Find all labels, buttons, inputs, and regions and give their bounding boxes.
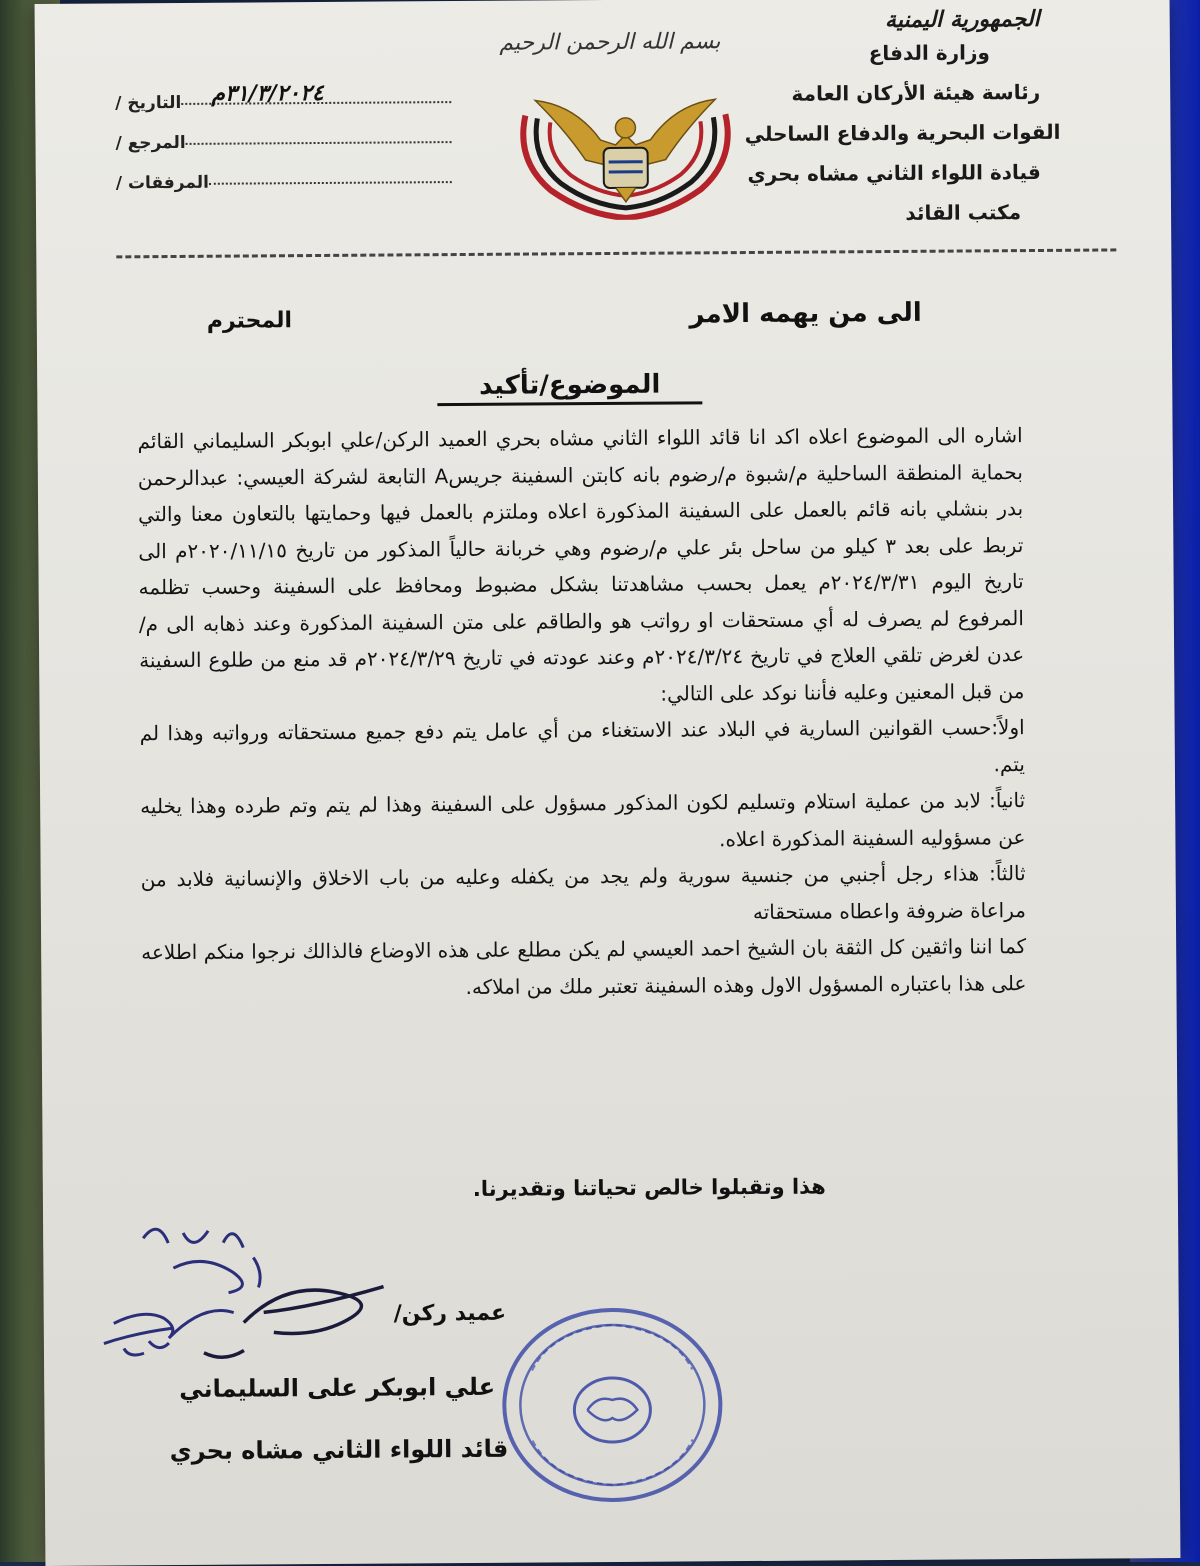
subject-line: الموضوع/تأكيد: [437, 369, 702, 406]
date-dots: [181, 79, 451, 107]
official-stamp-icon: [492, 1299, 733, 1511]
signature-scribble-icon: [83, 1211, 444, 1384]
reference-dots: [186, 140, 452, 145]
signatory-name: علي ابوبكر على السليماني: [179, 1372, 496, 1404]
letter-paper: [35, 0, 1181, 1566]
reference-row: [115, 111, 455, 153]
signatory-rank: عميد ركن/: [393, 1300, 507, 1327]
addressee-honorific: المحترم: [206, 308, 293, 334]
basmala: بسم الله الرحمن الرحيم: [499, 29, 721, 56]
addressee: الى من يهمه الامر: [689, 297, 922, 330]
body-point-first: اولاً:حسب القوانين السارية في البلاد عند الاستغناء من أي عامل يتم دفع جميع مستحقاته ورواتبه وهذا لم يتم.: [139, 715, 1025, 776]
body-paragraph-final: كما اننا واثقين كل الثقة بان الشيخ احمد العيسي لم يكن مطلع على هذه الاوضاع فالذالك نرجوا منكم اطلاعه على هذا باعتباره المسؤول الاول وهذه السفينة تعتبر ملك من املاكه.: [141, 934, 1027, 999]
body-point-third: ثالثاً: هذاء رجل أجنبي من جنسية سورية ولم يجد من يكفله وعليه من باب الاخلاق والإنسانية فلابد من مراعاة ضروفة واعطاه مستحقاته: [140, 861, 1026, 924]
letterhead-right: [710, 6, 1061, 234]
attachments-dots: [209, 180, 452, 185]
letterhead-left: [115, 71, 456, 193]
header-divider: [116, 248, 1116, 258]
letterhead-forces: القوات البحرية والدفاع الساحلي: [744, 119, 1061, 147]
body-point-second: ثانياً: لابد من عملية استلام وتسليم لكون المذكور مسؤول على السفينة وهذا لم يتم وتم طرده وهذا يخليه عن مسؤوليه السفينة المذكورة اعلاه.: [140, 788, 1026, 851]
yemen-eagle-emblem-icon: [505, 89, 746, 221]
letterhead-country: الجمهورية اليمنية: [884, 6, 1040, 34]
letterhead-office: مكتب القائد: [905, 200, 1022, 225]
body-paragraph-intro: اشاره الى الموضوع اعلاه اكد انا قائد اللواء الثاني مشاه بحري العميد الركن/علي ابوبكر السليماني القائم بحماية المنطقة الساحلية م/شبوة م/رضوم بانه كابتن السفينة جريسA التابعة لشركة العيسي: عبدالرحمن بدر بنشلي بانه قائم بالعمل على السفينة المذكورة اعلاه وملتزم بالعمل فيها وحمايتها بالتعاون معنا والتي تربط على بعد ٣ كيلو من ساحل بئر علي م/رضوم وهي خربانة حالياً المذكور من تاريخ ٢٠٢٠/١١/١٥م الى تاريخ اليوم ٢٠٢٤/٣/٣١م يعمل بحسب مشاهدتنا بشكل مضبوط ومحافظ على السفينة وحسب تظلمه المرفوع لم يصرف له أي مستحقات او رواتب هو والطاقم على متن السفينة المذكورة وعند ذهابه الى م/عدن لغرض تلقي العلاج في تاريخ ٢٠٢٤/٣/٢٤م وعند عودته في تاريخ ٢٠٢٤/٣/٢٩م قد منع من طلوع السفينة من قبل المعنين وعليه فأننا نوكد على التالي:: [137, 423, 1025, 706]
letter-body: [137, 417, 1026, 1007]
attachments-label: المرفقات /: [115, 172, 210, 194]
reference-label: المرجع /: [115, 132, 186, 154]
signatory-title: قائد اللواء الثاني مشاه بحري: [169, 1434, 509, 1466]
letterhead-brigade: قيادة اللواء الثاني مشاه بحري: [747, 159, 1041, 187]
letterhead-ministry: وزارة الدفاع: [868, 40, 991, 66]
date-row: [115, 71, 455, 113]
letterhead-staff: رئاسة هيئة الأركان العامة: [791, 79, 1041, 106]
date-label: التاريخ /: [115, 92, 182, 114]
closing-line: هذا وتقبلوا خالص تحياتنا وتقديرنا.: [472, 1174, 826, 1201]
date-value: ٣١/٣/٢٠٢٤م: [211, 79, 324, 107]
attachments-row: [116, 151, 456, 193]
